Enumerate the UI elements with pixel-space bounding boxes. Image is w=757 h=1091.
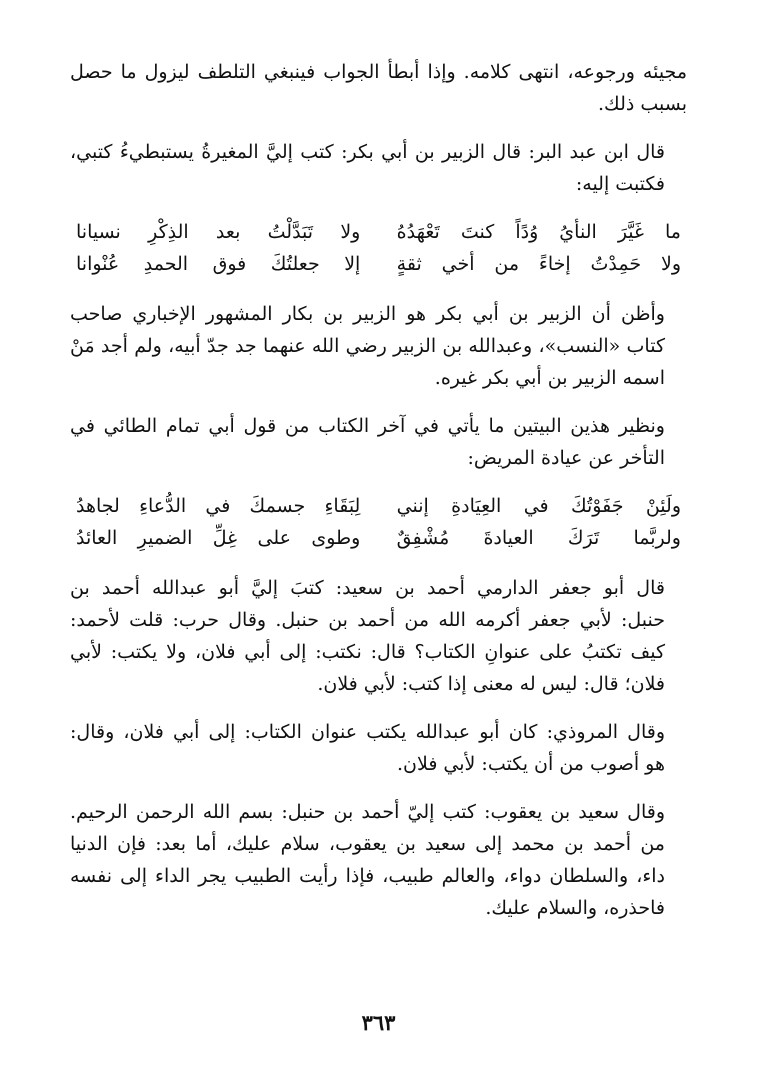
text-line: وقال المروذي: كان أبو عبدالله يكتب عنوان الكتاب: إلى أبي فلان، وقال: [70,721,665,743]
text-line: من أحمد بن محمد إلى سعيد بن يعقوب، سلام عليك، أما بعد: فإن الدنيا [70,833,665,855]
text-line: قال ابن عبد البر: قال الزبير بن أبي بكر: كتب إليَّ المغيرةُ يستبطيءُ كتبي، [70,141,665,163]
text-line: فاحذره، والسلام عليك. [485,897,665,919]
text-line: اسمه الزبير بن أبي بكر غيره. [434,367,665,389]
verse-line [70,248,687,280]
verse-second-hemistich: ولا تَبَدَّلْتُ بعد الذِكْرِ نسيانا [76,221,361,243]
text-line: بسبب ذلك. [598,93,687,115]
text-line: قال أبو جعفر الدارمي أحمد بن سعيد: كتبَ إليَّ أبو عبدالله أحمد بن [70,577,665,599]
verse-line [70,216,687,248]
verse-first-hemistich: ولربَّما تَرَكَ العيادةَ مُشْفِقٌ [396,527,681,549]
verse-first-hemistich: ولا حَمِدْتُ إخاءً من أخي ثقةٍ [396,253,681,275]
text-line: فكتبت إليه: [575,173,665,195]
text-line: كتاب «النسب»، وعبدالله بن الزبير رضي الله عنهما جد جدّ أبيه، ولم أجد مَنْ [70,335,665,357]
text-line: حنبل: لأبي جعفر أكرمه الله من أحمد بن حنبل. وقال حرب: قلت لأحمد: [70,609,665,631]
paragraph-said-ibn-yaqub [70,796,687,924]
text-line: ونظير هذين البيتين ما يأتي في آخر الكتاب من قول أبي تمام الطائي في [70,415,665,437]
text-line: هو أصوب من أن يكتب: لأبي فلان. [396,753,665,775]
paragraph-ibn-abd-albarr [70,136,687,200]
page-number: ٣٦٣ [361,1010,396,1035]
verse-second-hemistich: وطوى على غِلِّ الضميرِ العائدُ [76,527,361,549]
text-line: وأظن أن الزبير بن أبي بكر هو الزبير بن بكار المشهور الإخباري صاحب [70,303,665,325]
verse-line [70,490,687,522]
text-line: التأخر عن عيادة المريض: [467,447,665,469]
verse-second-hemistich: لِبَقَاءِ جسمكَ في الدُّعاءِ لجاهدُ [76,495,361,517]
paragraph-darimi [70,572,687,700]
paragraph-zubayr-note [70,298,687,394]
paragraph-abu-tammam [70,410,687,474]
verse-second-hemistich: إلا جعلتُكَ فوق الحمدِ عُنْوانا [76,253,361,275]
text-line: داء، والسلطان دواء، والعالم طبيب، فإذا رأيت الطبيب يجر الداء إلى نفسه [70,865,665,887]
paragraph-continuation [70,56,687,120]
poem-verses [70,490,687,554]
paragraph-marwadhi [70,716,687,780]
poem-verses [70,216,687,280]
verse-first-hemistich: ما غَيَّرَ النأيُ وُدًاً كنتَ تَعْهَدُهُ [396,221,681,243]
verse-line [70,522,687,554]
text-line: كيف تكتبُ على عنوانِ الكتاب؟ قال: نكتب: إلى أبي فلان، ولا يكتب: لأبي [70,641,665,663]
text-line: مجيئه ورجوعه، انتهى كلامه. وإذا أبطأ الجواب فينبغي التلطف ليزول ما حصل [70,61,687,83]
text-line: وقال سعيد بن يعقوب: كتب إليّ أحمد بن حنبل: بسم الله الرحمن الرحيم. [70,801,665,823]
verse-first-hemistich: ولَئِنْ جَفَوْتُكَ في العِيَادةِ إنني [396,495,681,517]
text-line: فلان؛ قال: ليس له معنى إذا كتب: لأبي فلان. [317,673,665,695]
